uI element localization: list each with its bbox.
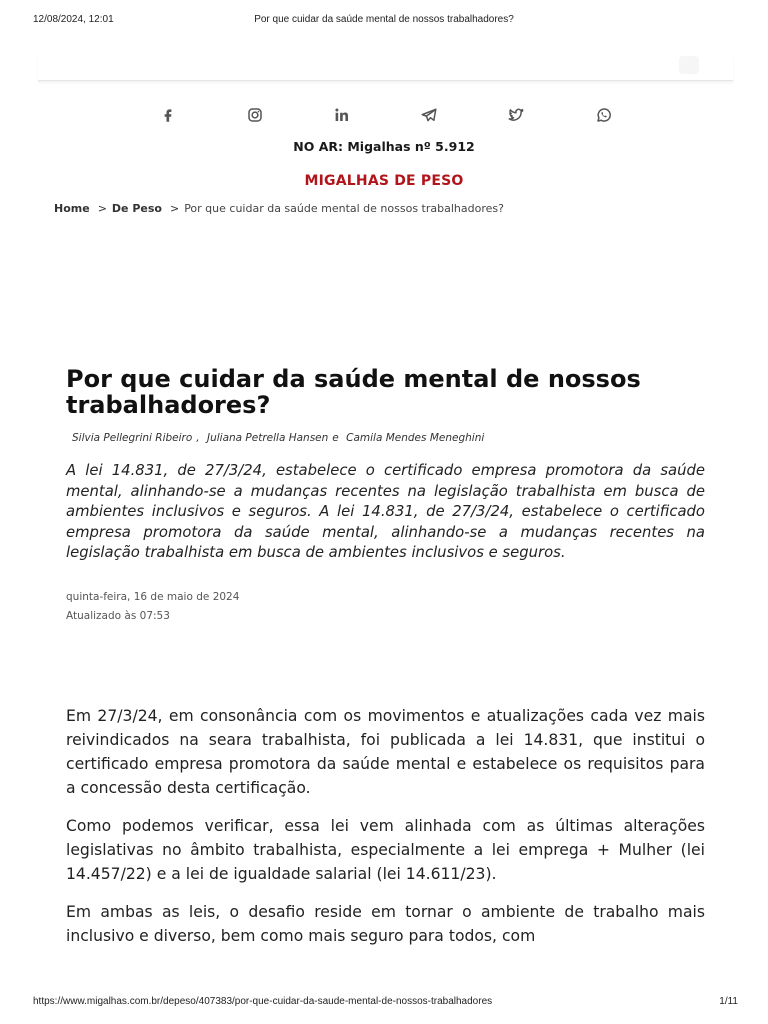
linkedin-icon[interactable] — [330, 103, 354, 127]
print-datetime: 12/08/2024, 12:01 — [33, 14, 114, 25]
article-lead: A lei 14.831, de 27/3/24, estabelece o certificado empresa promotora da saúde mental, alinhando-se a mudanças recentes na legislação trabalhista em busca de ambientes inclusivos e seguros. A lei 14.831, de 27/3/24, estabelece o certificado empresa promotora da saúde mental, alinhando-se a mudanças recentes na legislação trabalhista em busca de ambientes inclusivos e seguros. — [66, 462, 705, 561]
print-footer — [0, 996, 768, 1010]
site-topbar — [38, 56, 733, 81]
article-authors — [72, 432, 484, 444]
body-paragraph: Em 27/3/24, em consonância com os movimentos e atualizações cada vez mais reivindicados na seara trabalhista, foi publicada a lei 14.831, que institui o certificado empresa promotora da saúde mental e estabelece os requisitos para a concessão desta certificação. — [66, 707, 705, 797]
menu-placeholder[interactable] — [679, 56, 699, 74]
article-body — [66, 704, 705, 962]
author-link[interactable]: Camila Mendes Meneghini — [346, 432, 485, 444]
breadcrumb — [54, 202, 504, 215]
whatsapp-icon[interactable] — [592, 103, 616, 127]
breadcrumb-home[interactable]: Home — [54, 202, 90, 215]
print-header — [0, 14, 768, 28]
breadcrumb-category[interactable]: De Peso — [111, 202, 162, 215]
publish-date: quinta-feira, 16 de maio de 2024 — [66, 591, 240, 603]
breadcrumb-separator: > — [97, 202, 107, 215]
breadcrumb-current: Por que cuidar da saúde mental de nossos trabalhadores? — [184, 202, 504, 215]
on-air-label[interactable]: NO AR: Migalhas nº 5.912 — [293, 139, 475, 154]
instagram-icon[interactable] — [243, 103, 267, 127]
author-separator: , — [196, 432, 200, 444]
author-separator: e — [332, 432, 339, 444]
author-link[interactable]: Silvia Pellegrini Ribeiro — [72, 432, 193, 444]
twitter-icon[interactable] — [504, 103, 528, 127]
print-url: https://www.migalhas.com.br/depeso/407383/por-que-cuidar-da-saude-mental-de-nossos-trabalhadores — [33, 996, 493, 1007]
telegram-icon[interactable] — [417, 103, 441, 127]
section-label[interactable]: MIGALHAS DE PESO — [304, 173, 464, 189]
social-share-bar — [0, 103, 768, 127]
article-title: Por que cuidar da saúde mental de nossos trabalhadores? — [66, 365, 641, 419]
updated-time: Atualizado às 07:53 — [66, 610, 170, 622]
body-paragraph: Em ambas as leis, o desafio reside em tornar o ambiente de trabalho mais inclusivo e diverso, bem como mais seguro para todos, com — [66, 903, 705, 945]
breadcrumb-separator: > — [169, 202, 180, 215]
body-paragraph: Como podemos verificar, essa lei vem alinhada com as últimas alterações legislativas no âmbito trabalhista, especialmente a lei emprega + Mulher (lei 14.457/22) e a lei de igualdade salarial (lei 14.611/23). — [66, 817, 705, 883]
facebook-icon[interactable] — [156, 103, 180, 127]
print-doc-title: Por que cuidar da saúde mental de nossos trabalhadores? — [254, 14, 514, 25]
author-link[interactable]: Juliana Petrella Hansen — [206, 432, 329, 444]
page-number: 1/11 — [719, 996, 738, 1007]
